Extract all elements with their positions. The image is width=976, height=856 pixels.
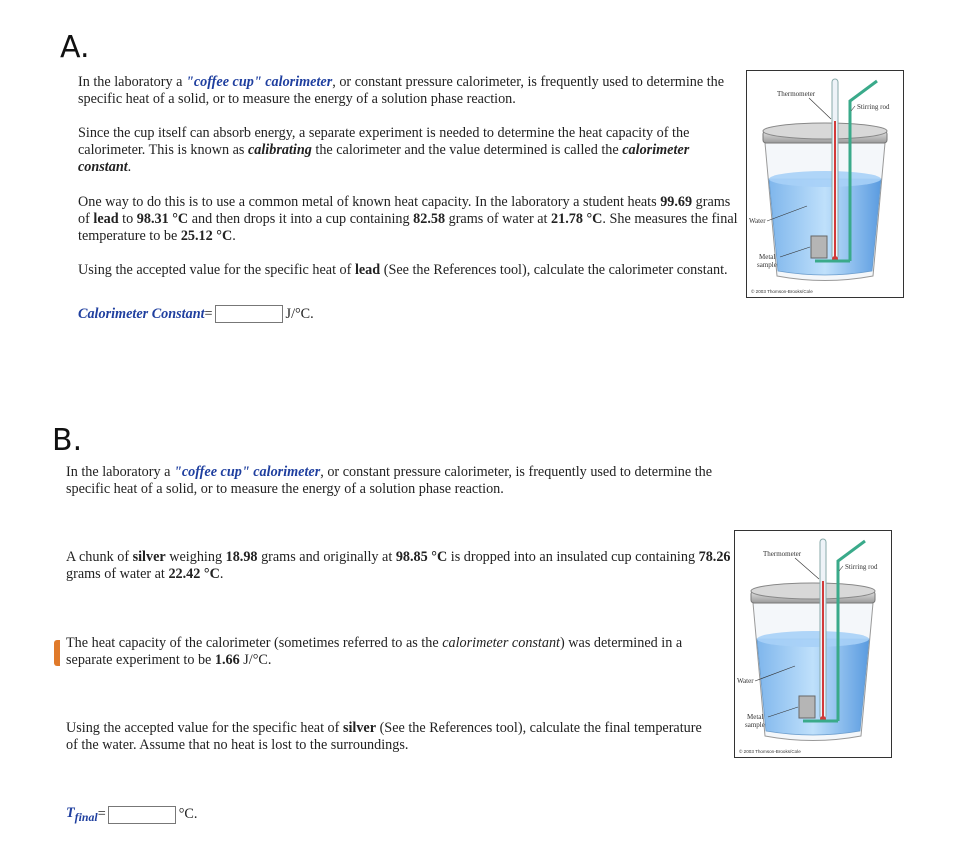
calorimeter-figure-b (734, 530, 892, 758)
water-label-b: Water (737, 677, 754, 685)
coffee-cup-term-b: "coffee cup" calorimeter (173, 464, 321, 480)
thermometer-label-b: Thermometer (763, 550, 802, 558)
section-b-question: Using the accepted value for the specific heat of silver (See the References tool), calculate the final temperature of the water. Assume that no heat is lost to the surroundings. (66, 720, 702, 753)
final-temperature-answer-row: $T_{final}$ = °C. (66, 805, 198, 824)
metal-label-b-line1: Metal (747, 713, 764, 721)
final-temperature-input[interactable] (108, 806, 176, 824)
copyright-text: © 2003 Thomson-Brooks/Cole (751, 289, 813, 294)
metal-sample-shape (811, 236, 827, 258)
calorimeter-constant-input[interactable] (215, 305, 283, 323)
section-a-letter: A. (60, 30, 90, 65)
focus-marker (54, 640, 60, 666)
calorimeter-constant-unit: J/°C. (285, 305, 314, 322)
metal-label-b-line2: sample (745, 721, 765, 729)
final-temperature-label: $T_{final}$ (66, 805, 98, 824)
section-b-letter: B. (52, 423, 83, 458)
section-b-heat-capacity-text: The heat capacity of the calorimeter (sometimes referred to as the calorimeter constant) was determined in a separate experiment to be 1.66 J/°C. (66, 635, 683, 668)
section-b-intro: In the laboratory a "coffee cup" calorimeter, or constant pressure calorimeter, is frequently used to determine the specific heat of a solid, or to measure the energy of a solution phase reaction. (66, 464, 713, 497)
calorimeter-constant-answer-row: Calorimeter Constant = J/°C. (78, 305, 314, 322)
section-a-intro: In the laboratory a "coffee cup" calorimeter, or constant pressure calorimeter, is frequently used to determine the specific heat of a solid, or to measure the energy of a solution phase reaction. (78, 74, 725, 107)
coffee-cup-term: "coffee cup" calorimeter (185, 74, 333, 90)
section-a-experiment-text: One way to do this is to use a common metal of known heat capacity. In the laboratory a student heats 99.69 grams of lead to 98.31 °C and then drops it into a cup containing 82.58 grams of water at 21.78 °C. She measures the final temperature to be 25.12 °C. (78, 194, 738, 244)
water-label: Water (749, 217, 766, 225)
stirring-rod-label-b: Stirring rod (845, 563, 878, 571)
stirring-rod-label: Stirring rod (857, 103, 890, 111)
calorimeter-constant-label: Calorimeter Constant (78, 305, 205, 322)
section-a-calibration-text: Since the cup itself can absorb energy, a separate experiment is needed to determine the heat capacity of the calorimeter. This is known as calibrating the calorimeter and the value determined is called the calorimeter constant. (78, 125, 690, 175)
metal-label-line2: sample (757, 261, 777, 269)
metal-label-line1: Metal (759, 253, 776, 261)
section-b-problem-text: A chunk of silver weighing 18.98 grams and originally at 98.85 °C is dropped into an insulated cup containing 78.26 grams of water at 22.42 °C. (66, 549, 731, 582)
final-temperature-unit: °C. (178, 806, 198, 823)
section-a-question: Using the accepted value for the specific heat of lead (See the References tool), calculate the calorimeter constant. (78, 262, 728, 278)
copyright-text-b: © 2003 Thomson-Brooks/Cole (739, 749, 801, 754)
thermometer-label: Thermometer (777, 90, 816, 98)
calorimeter-figure-a (746, 70, 904, 298)
